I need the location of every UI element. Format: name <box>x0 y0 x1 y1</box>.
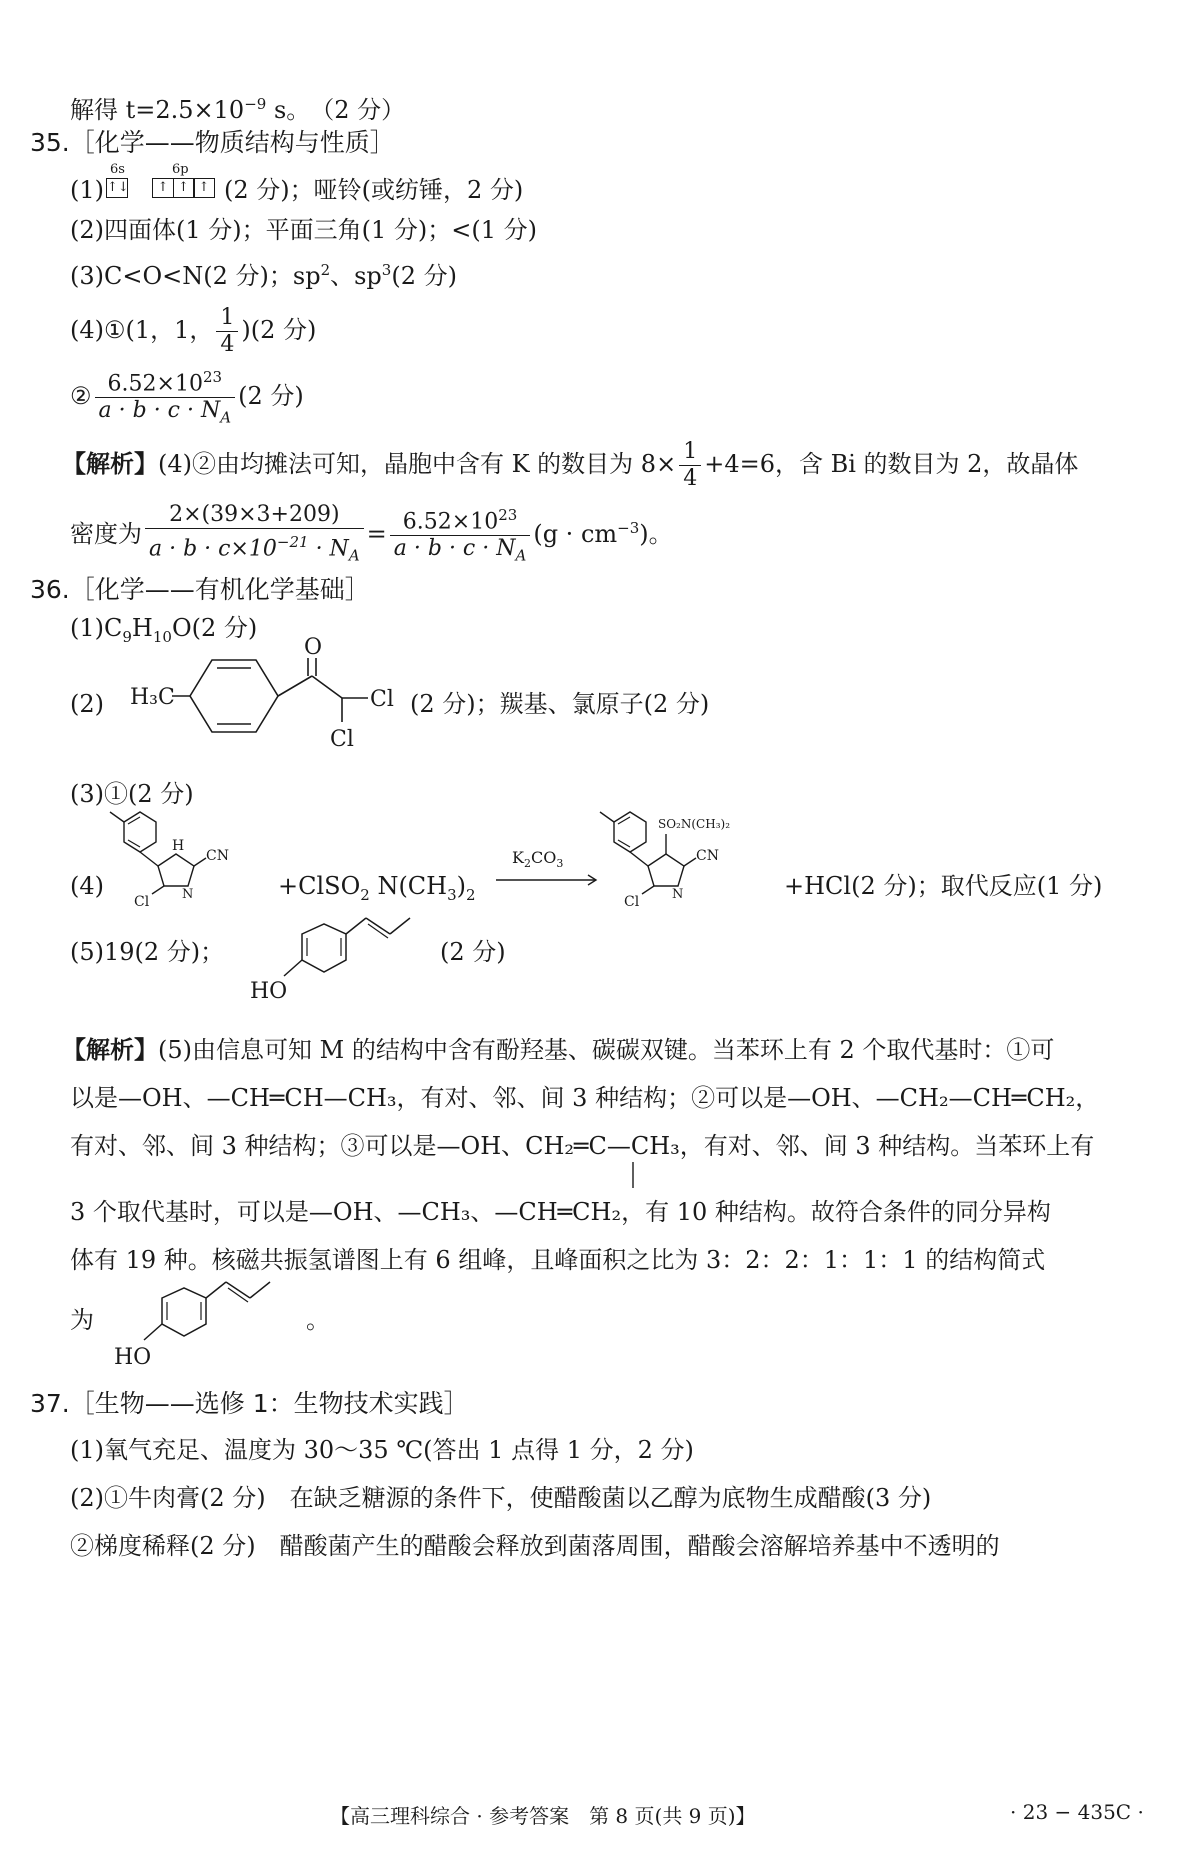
fraction <box>390 502 531 569</box>
fraction <box>95 364 236 431</box>
analysis-35-line1 <box>62 434 1078 494</box>
text: (2 分) <box>391 262 457 290</box>
subscript: 9 <box>122 627 132 646</box>
text: 密度为 <box>70 520 142 548</box>
q37-2-2: ②梯度稀释(2 分) 醋酸菌产生的醋酸会释放到菌落周围，醋酸会溶解培养基中不透明的 <box>70 1532 1000 1560</box>
text: ) <box>456 872 467 900</box>
branch-bond <box>628 1162 638 1192</box>
exponent: −9 <box>244 95 267 113</box>
q36-5-label: (5)19(2 分)； <box>70 938 225 966</box>
text: K <box>512 848 524 867</box>
orbital-label: 6p <box>172 162 189 177</box>
text: (4)①(1，1， <box>70 316 214 344</box>
footer-code: · 23 − 435C · <box>1010 1800 1144 1824</box>
text: (5)由信息可知 M 的结构中含有酚羟基、碳碳双键。当苯环上有 2 个取代基时：①可 <box>158 1036 1055 1064</box>
fraction <box>679 439 701 492</box>
text: 6.52×10 <box>402 509 499 535</box>
analysis-36-line2: 以是—OH、—CH═CH—CH₃，有对、邻、间 3 种结构；②可以是—OH、—CH₂—CH═CH₂， <box>70 1084 1100 1112</box>
group-ho: HO <box>250 979 288 1004</box>
analysis-36-line1 <box>62 1034 1054 1066</box>
q35-4-density <box>70 364 304 431</box>
text: N(CH <box>369 872 448 900</box>
text: (g · cm <box>533 520 618 548</box>
text: · N <box>308 536 349 562</box>
fraction <box>216 305 238 358</box>
exponent: 2 <box>320 261 331 279</box>
text: ② <box>70 381 92 410</box>
exponent: −3 <box>617 519 640 537</box>
q35-3 <box>70 254 457 292</box>
numerator <box>95 364 236 397</box>
atom-h: H <box>172 838 185 854</box>
section-37-heading: 37.［生物——选修 1：生物技术实践］ <box>30 1389 469 1418</box>
numerator: 1 <box>220 305 235 330</box>
text: 、sp <box>330 262 382 290</box>
structure-propenylphenol <box>100 1268 300 1378</box>
text: O(2 分) <box>171 614 258 642</box>
q35-1 <box>70 174 104 206</box>
analysis-tag: 【解析】 <box>62 450 158 478</box>
subscript: 3 <box>447 885 457 904</box>
q37-2: (2)①牛肉膏(2 分) 在缺乏糖源的条件下，使醋酸菌以乙醇为底物生成醋酸(3 分) <box>70 1484 932 1512</box>
q36-3: (3)①(2 分) <box>70 780 194 808</box>
orbital-box: ↑ <box>193 178 215 198</box>
text: (1) <box>70 176 104 204</box>
group-h3c: H₃C <box>130 685 175 710</box>
q36-5-tail: (2 分) <box>440 938 506 966</box>
text: H <box>131 614 153 642</box>
group-cn: CN <box>206 848 229 864</box>
orbital-6p <box>152 162 214 198</box>
denominator <box>390 535 531 568</box>
analysis-36-line6: 为 <box>70 1306 94 1334</box>
subscript: A <box>220 408 232 427</box>
atom-n: N <box>182 887 194 902</box>
denominator <box>95 397 236 430</box>
subscript: A <box>515 546 527 565</box>
text: (4)②由均摊法可知，晶胞中含有 K 的数目为 8× <box>158 450 677 478</box>
analysis-tag: 【解析】 <box>62 1036 158 1064</box>
group-ho: HO <box>114 1345 152 1370</box>
subscript: A <box>348 546 360 565</box>
text: (3)C<O<N(2 分)；sp <box>70 262 321 290</box>
q36-2-tail: (2 分)；羰基、氯原子(2 分) <box>410 690 710 718</box>
text: (2 分) <box>238 381 304 410</box>
denominator <box>145 528 364 569</box>
text: )(2 分) <box>241 316 317 344</box>
numerator <box>390 502 531 535</box>
structure-reactant-imidazoline <box>110 808 270 908</box>
q35-4 <box>70 300 316 360</box>
q36-4-tail: +HCl(2 分)；取代反应(1 分) <box>784 872 1103 900</box>
orbital-box: ↑ <box>152 178 174 198</box>
exponent: 23 <box>202 368 223 386</box>
subscript: 3 <box>556 857 564 871</box>
atom-cl: Cl <box>134 894 150 910</box>
fraction <box>145 502 364 569</box>
group-cn: CN <box>696 848 719 864</box>
text: 6.52×10 <box>107 371 203 397</box>
atom-cl: Cl <box>330 727 354 752</box>
text: s。 （2 分） <box>266 96 406 124</box>
text: )。 <box>639 520 673 548</box>
analysis-36-line4: 3 个取代基时，可以是—OH、—CH₃、—CH═CH₂，有 10 种结构。故符合条件的同分异构 <box>70 1198 1051 1226</box>
orbital-label: 6s <box>110 162 125 177</box>
text: = <box>366 520 387 548</box>
section-36-heading: 36.［化学——有机化学基础］ <box>30 575 370 604</box>
orbital-box: ↑↓ <box>106 178 128 198</box>
numerator: 1 <box>683 439 698 464</box>
analysis-36-line6-end: 。 <box>306 1306 330 1334</box>
text: a · b · c · N <box>393 536 516 562</box>
q35-1-tail: (2 分)；哑铃(或纺锤，2 分) <box>224 176 524 204</box>
line-solve-t <box>70 88 405 126</box>
structure-product-imidazoline <box>600 808 780 908</box>
text: (1)C <box>70 614 123 642</box>
q35-2: (2)四面体(1 分)；平面三角(1 分)；<(1 分) <box>70 216 537 244</box>
atom-n: N <box>672 887 684 902</box>
exponent: −21 <box>276 533 309 552</box>
analysis-35-line2 <box>70 498 673 569</box>
orbital-box: ↑ <box>173 178 195 198</box>
analysis-36-line5: 体有 19 种。核磁共振氢谱图上有 6 组峰，且峰面积之比为 3：2：2：1：1：1 的结构简式 <box>70 1246 1046 1274</box>
denominator: 4 <box>679 465 701 492</box>
orbital-6s <box>106 162 129 198</box>
reaction-arrow-icon <box>496 872 606 888</box>
text: +ClSO <box>278 872 361 900</box>
text: 解得 t=2.5×10 <box>70 96 245 124</box>
structure-propenylphenol <box>240 904 440 1014</box>
reaction-condition <box>512 848 563 874</box>
numerator: 2×(39×3+209) <box>169 502 340 528</box>
subscript: 10 <box>152 627 172 646</box>
exponent: 23 <box>498 506 518 525</box>
subscript: 2 <box>523 857 531 871</box>
text: a · b · c · N <box>98 398 221 424</box>
subscript: 2 <box>466 885 476 904</box>
text: CO <box>530 848 557 867</box>
section-35-heading: 35.［化学——物质结构与性质］ <box>30 128 395 157</box>
q36-4-label: (4) <box>70 872 104 900</box>
q37-1: (1)氧气充足、温度为 30～35 ℃(答出 1 点得 1 分，2 分) <box>70 1436 694 1464</box>
footer-center: 【高三理科综合 · 参考答案 第 8 页(共 9 页)】 <box>330 1804 756 1828</box>
atom-cl: Cl <box>624 894 640 910</box>
q36-2-label: (2) <box>70 690 104 718</box>
text: +4=6，含 Bi 的数目为 2，故晶体 <box>704 450 1079 478</box>
text: a · b · c×10 <box>149 536 277 562</box>
group-so2n: SO₂N(CH₃)₂ <box>658 817 730 831</box>
atom-o: O <box>304 635 323 660</box>
subscript: 2 <box>360 885 370 904</box>
atom-cl: Cl <box>370 687 394 712</box>
denominator: 4 <box>216 331 238 358</box>
analysis-36-line3: 有对、邻、间 3 种结构；③可以是—OH、CH₂═C—CH₃，有对、邻、间 3 种结构。当苯环上有 <box>70 1132 1095 1160</box>
exponent: 3 <box>381 261 392 279</box>
